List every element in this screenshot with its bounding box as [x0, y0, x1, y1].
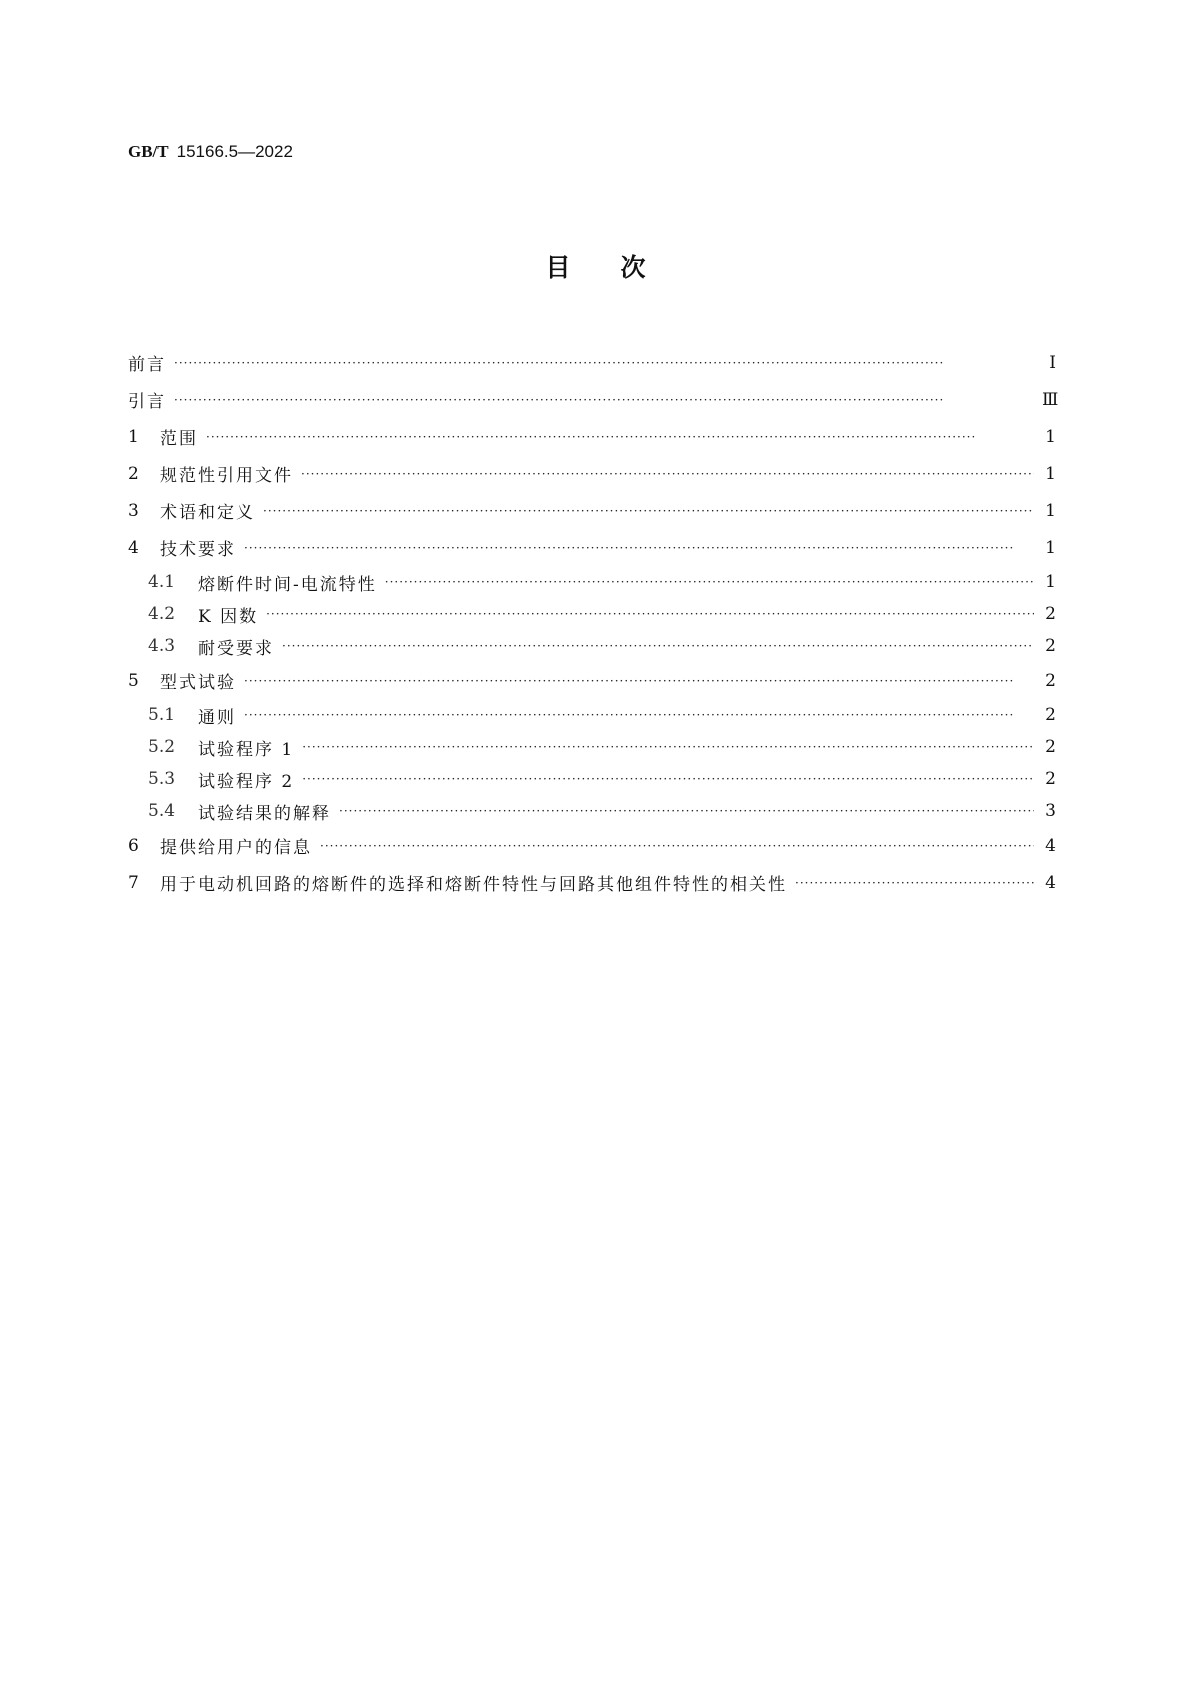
toc-entry[interactable]	[128, 381, 1059, 418]
table-of-contents	[128, 344, 1059, 901]
toc-entry-number: 3	[128, 500, 139, 521]
dot-leader	[263, 504, 1034, 518]
toc-entry[interactable]	[128, 827, 1056, 864]
toc-entry-number: 4.3	[148, 636, 176, 656]
toc-entry[interactable]	[128, 699, 1056, 731]
dot-leader	[320, 839, 1034, 853]
toc-entry-label: 术语和定义	[160, 503, 255, 523]
dot-leader	[385, 575, 1034, 589]
toc-entry-label: 规范性引用文件	[160, 466, 293, 486]
toc-entry-label: 通则	[198, 707, 236, 728]
toc-entry-number: 5.4	[148, 801, 176, 821]
toc-entry-label: 试验结果的解释	[198, 803, 331, 824]
standard-number	[128, 142, 293, 162]
toc-entry[interactable]	[128, 795, 1056, 827]
dot-leader	[795, 876, 1034, 890]
toc-entry-number: 2	[128, 463, 139, 484]
toc-entry-label: 前言	[128, 355, 166, 375]
toc-entry-page: 2	[1045, 636, 1056, 656]
toc-entry[interactable]	[128, 418, 1056, 455]
toc-entry-label: 试验程序 2	[198, 771, 295, 792]
dot-leader	[244, 674, 1034, 688]
toc-entry-page: 1	[1045, 537, 1056, 558]
toc-entry-label: 提供给用户的信息	[160, 838, 312, 858]
toc-entry[interactable]	[128, 864, 1056, 901]
toc-entry-page: 2	[1045, 769, 1056, 789]
toc-entry-page: 2	[1045, 737, 1056, 757]
standard-code: 15166.5—2022	[176, 142, 293, 161]
toc-entry-page: 1	[1045, 426, 1056, 447]
page-title: 目次	[545, 253, 696, 282]
dot-leader	[244, 541, 1034, 555]
toc-entry-number: 4	[128, 537, 139, 558]
toc-entry[interactable]	[128, 455, 1056, 492]
toc-entry-label: 范围	[160, 429, 198, 449]
toc-entry[interactable]	[128, 731, 1056, 763]
dot-leader	[301, 467, 1034, 481]
toc-entry[interactable]	[128, 630, 1056, 662]
toc-entry-page: 2	[1045, 705, 1056, 725]
toc-entry[interactable]	[128, 492, 1056, 529]
toc-entry-label: K 因数	[198, 606, 259, 627]
toc-entry[interactable]	[128, 344, 1056, 381]
toc-entry-page: Ⅰ	[1049, 352, 1056, 373]
dot-leader	[266, 607, 1034, 621]
dot-leader	[302, 772, 1034, 786]
toc-entry-page: 2	[1045, 604, 1056, 624]
dot-leader	[206, 430, 1034, 444]
toc-entry-label: 技术要求	[160, 540, 236, 560]
dot-leader	[339, 804, 1034, 818]
toc-entry[interactable]	[128, 598, 1056, 630]
toc-entry-number: 6	[128, 835, 139, 856]
toc-entry-label: 耐受要求	[198, 638, 274, 659]
dot-leader	[244, 708, 1034, 722]
toc-entry-number: 5.2	[148, 737, 176, 757]
toc-entry-number: 5.3	[148, 769, 176, 789]
dot-leader	[282, 639, 1034, 653]
toc-entry-page: 4	[1045, 872, 1056, 893]
toc-entry-number: 4.2	[148, 604, 176, 624]
toc-entry-page: 1	[1045, 572, 1056, 592]
toc-entry[interactable]	[128, 662, 1056, 699]
toc-entry-number: 5	[128, 670, 139, 691]
toc-entry-number: 1	[128, 426, 139, 447]
toc-entry-page: 4	[1045, 835, 1056, 856]
toc-entry-label: 引言	[128, 392, 166, 412]
dot-leader	[174, 393, 1034, 407]
toc-entry-label: 试验程序 1	[198, 739, 295, 760]
toc-entry-number: 7	[128, 872, 139, 893]
toc-entry-number: 4.1	[148, 572, 176, 592]
toc-entry[interactable]	[128, 566, 1056, 598]
toc-entry-page: 2	[1045, 670, 1056, 691]
dot-leader	[174, 356, 1034, 370]
toc-entry-page: 1	[1045, 500, 1056, 521]
standard-prefix: GB/T	[128, 142, 169, 161]
toc-entry-label: 型式试验	[160, 673, 236, 693]
toc-entry-label: 熔断件时间-电流特性	[198, 574, 377, 595]
toc-entry-page: 1	[1045, 463, 1056, 484]
toc-entry[interactable]	[128, 763, 1056, 795]
dot-leader	[302, 740, 1034, 754]
toc-entry[interactable]	[128, 529, 1056, 566]
toc-entry-page: Ⅲ	[1042, 389, 1059, 410]
toc-entry-number: 5.1	[148, 705, 176, 725]
toc-entry-label: 用于电动机回路的熔断件的选择和熔断件特性与回路其他组件特性的相关性	[160, 875, 787, 895]
toc-entry-page: 3	[1045, 801, 1056, 821]
